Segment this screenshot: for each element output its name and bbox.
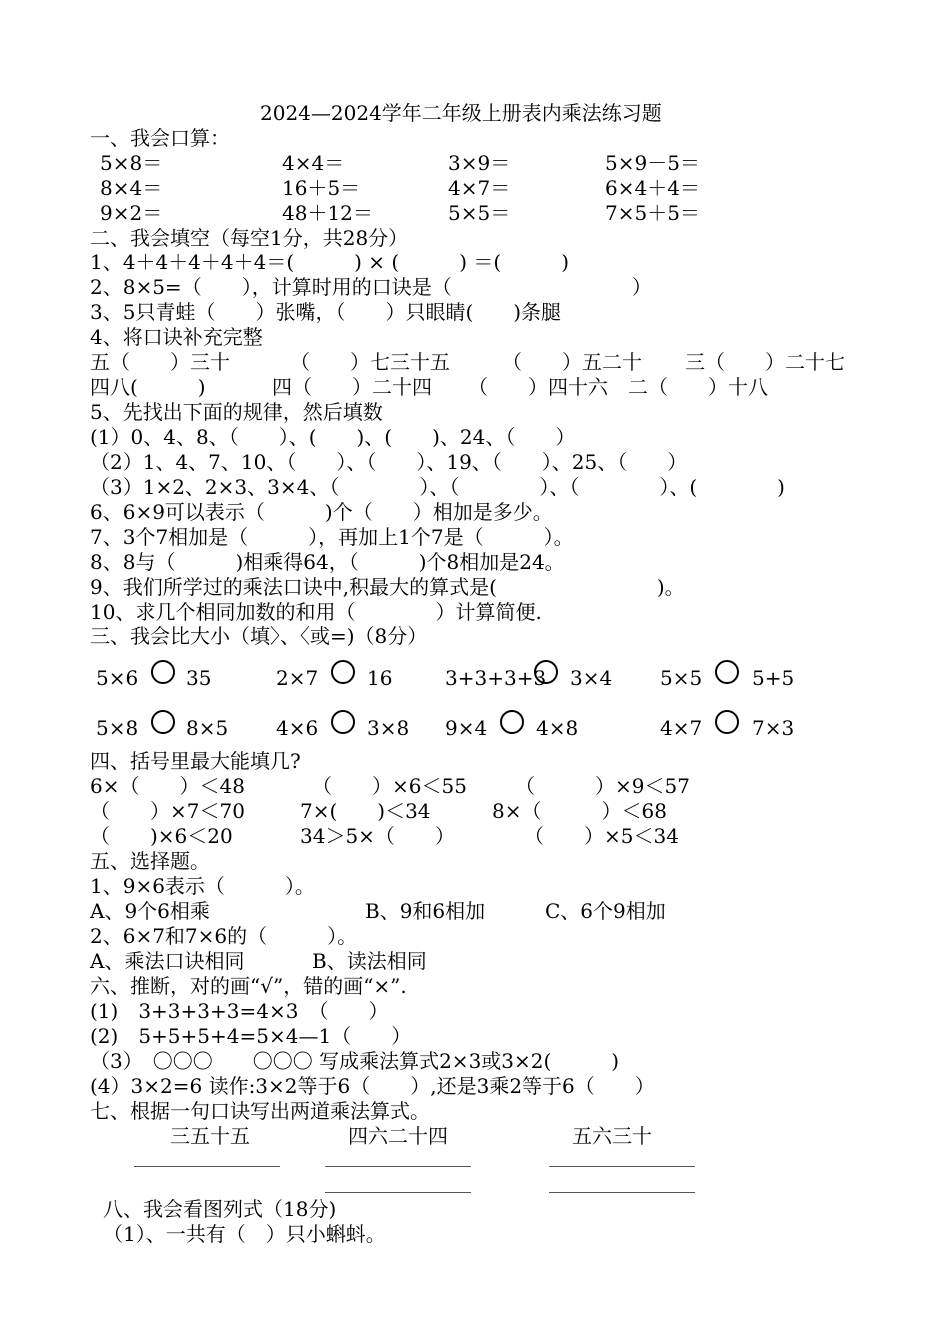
s3-right: 3×8 [367, 716, 410, 740]
s2-question: 3、5只青蛙（ ）张嘴，（ ）只眼睛( )条腿 [90, 300, 562, 324]
s2-mnemonic: （ ）七三十五 [290, 350, 450, 374]
s7-mnemonic: 五六三十 [572, 1124, 652, 1148]
s6-question: （3） 〇〇〇 〇〇〇 写成乘法算式2×3或3×2( ) [90, 1049, 620, 1073]
s1-cell: 5×5＝ [448, 201, 511, 225]
s2-question: 10、求几个相同加数的和用（ ）计算简便. [90, 600, 542, 624]
s2-mnemonic: （ ）四十六 [468, 375, 608, 399]
s2-mnemonic: 二（ ）十八 [628, 375, 768, 399]
s2-question: 9、我们所学过的乘法口诀中,积最大的算式是( )。 [90, 575, 685, 599]
section-8-heading: 八、我会看图列式（18分) [103, 1197, 337, 1221]
s1-cell: 9×2＝ [100, 201, 163, 225]
s4-cell: （ ）×5＜34 [524, 824, 679, 848]
compare-circle[interactable] [151, 660, 175, 684]
s1-cell: 4×4＝ [282, 151, 345, 175]
section-2-heading: 二、我会填空（每空1分，共28分） [90, 226, 409, 250]
s5-option[interactable]: B、9和6相加 [365, 899, 486, 923]
s4-cell: （ ）×9＜57 [515, 774, 690, 798]
s5-option[interactable]: B、读法相同 [312, 949, 427, 973]
page-title: 2024—2024学年二年级上册表内乘法练习题 [260, 101, 662, 125]
answer-line[interactable] [549, 1192, 695, 1193]
answer-line[interactable] [325, 1166, 471, 1167]
s1-cell: 4×7＝ [448, 176, 511, 200]
s2-question: （3）1×2、2×3、3×4、（ ）、（ ）、（ ）、( ) [90, 475, 785, 499]
compare-circle[interactable] [534, 660, 558, 684]
s3-left: 5×8 [96, 716, 139, 740]
compare-circle[interactable] [715, 710, 739, 734]
section-4-heading: 四、括号里最大能填几? [90, 749, 301, 773]
s2-mnemonic: 三（ ）二十七 [685, 350, 845, 374]
s5-option[interactable]: A、9个6相乘 [90, 899, 210, 923]
s4-cell: 7×( )＜34 [300, 799, 431, 823]
s2-question: （2）1、4、7、10、（ ）、（ ）、19、（ ）、25、（ ） [90, 450, 688, 474]
s1-cell: 5×8＝ [100, 151, 163, 175]
section-6-heading: 六、推断，对的画“√”，错的画“×”. [90, 974, 407, 998]
compare-circle[interactable] [331, 710, 355, 734]
s1-cell: 3×9＝ [448, 151, 511, 175]
s5-question: 2、6×7和7×6的（ ）。 [90, 924, 358, 948]
s3-left: 4×6 [276, 716, 319, 740]
s3-left: 3+3+3+3 [445, 666, 547, 690]
s2-mnemonic: 五（ ）三十 [90, 350, 230, 374]
s5-option[interactable]: A、乘法口诀相同 [90, 949, 245, 973]
s2-question: 4、将口诀补充完整 [90, 325, 263, 349]
s4-cell: 6×（ ）＜48 [90, 774, 245, 798]
s1-cell: 8×4＝ [100, 176, 163, 200]
s2-question: 1、4＋4＋4＋4＋4＝( ) × ( ) ＝( ) [90, 250, 569, 274]
s3-left: 5×6 [96, 666, 139, 690]
s3-right: 7×3 [752, 716, 795, 740]
s4-cell: 34＞5×（ ） [300, 824, 455, 848]
answer-line[interactable] [325, 1192, 471, 1193]
s4-cell: （ ）×6＜55 [312, 774, 467, 798]
s7-mnemonic: 三五十五 [170, 1124, 250, 1148]
answer-line[interactable] [134, 1166, 280, 1167]
section-7-heading: 七、根据一句口诀写出两道乘法算式。 [90, 1099, 430, 1123]
s2-mnemonic: 四八( ) [90, 375, 206, 399]
s2-question: 5、先找出下面的规律，然后填数 [90, 400, 383, 424]
s1-cell: 7×5＋5＝ [605, 201, 700, 225]
section-5-heading: 五、选择题。 [90, 849, 210, 873]
s3-right: 16 [367, 666, 393, 690]
s3-right: 5+5 [752, 666, 795, 690]
section-3-heading: 三、我会比大小（填〉、〈或=)（8分） [90, 624, 428, 648]
s2-question: 2、8×5=（ ），计算时用的口诀是（ ） [90, 275, 652, 299]
s8-question: （1）、一共有（ ）只小蝌蚪。 [103, 1222, 386, 1246]
compare-circle[interactable] [331, 660, 355, 684]
s3-right: 3×4 [570, 666, 613, 690]
s6-question: (2) 5+5+5+4=5×4—1（ ） [90, 1024, 412, 1048]
s4-cell: （ )×6＜20 [90, 824, 233, 848]
compare-circle[interactable] [151, 710, 175, 734]
s1-cell: 6×4＋4＝ [605, 176, 700, 200]
s4-cell: 8×（ ）＜68 [492, 799, 667, 823]
answer-line[interactable] [549, 1166, 695, 1167]
s3-left: 2×7 [276, 666, 319, 690]
s4-cell: （ ）×7＜70 [90, 799, 245, 823]
s1-cell: 16＋5＝ [282, 176, 361, 200]
s5-question: 1、9×6表示（ ）。 [90, 874, 315, 898]
s3-right: 8×5 [186, 716, 229, 740]
section-1-heading: 一、我会口算： [90, 126, 230, 150]
s3-left: 4×7 [660, 716, 703, 740]
s1-cell: 48＋12＝ [282, 201, 373, 225]
s3-left: 5×5 [660, 666, 703, 690]
s2-question: 8、8与（ )相乘得64，（ )个8相加是24。 [90, 550, 565, 574]
s7-mnemonic: 四六二十四 [348, 1124, 448, 1148]
compare-circle[interactable] [715, 660, 739, 684]
s5-option[interactable]: C、6个9相加 [545, 899, 666, 923]
s1-cell: 5×9－5＝ [605, 151, 700, 175]
s2-question: 6、6×9可以表示（ )个（ ）相加是多少。 [90, 500, 553, 524]
s2-question: 7、3个7相加是（ ），再加上1个7是（ ）。 [90, 525, 574, 549]
s3-right: 35 [186, 666, 212, 690]
compare-circle[interactable] [500, 710, 524, 734]
s2-mnemonic: 四（ ）二十四 [272, 375, 432, 399]
s6-question: (1) 3+3+3+3=4×3 （ ） [90, 999, 389, 1023]
s2-question: (1）0、4、8、（ ）、( )、( )、24、（ ） [90, 425, 576, 449]
s3-left: 9×4 [445, 716, 488, 740]
s6-question: (4）3×2=6 读作:3×2等于6（ ）,还是3乘2等于6（ ） [90, 1074, 655, 1098]
s3-right: 4×8 [536, 716, 579, 740]
s2-mnemonic: （ ）五二十 [502, 350, 642, 374]
